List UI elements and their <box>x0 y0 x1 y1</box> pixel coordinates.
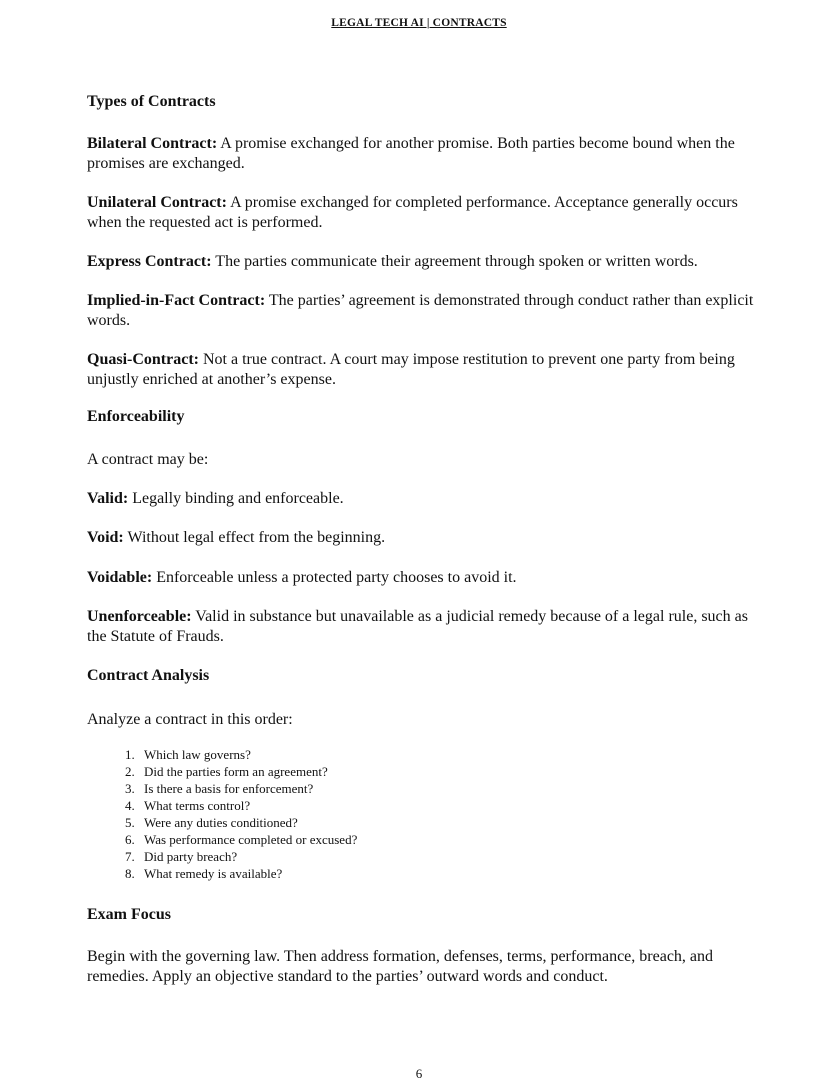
term-label: Bilateral Contract: <box>87 135 218 152</box>
list-item: 3. Is there a basis for enforcement? <box>138 780 757 797</box>
term-label: Void: <box>87 529 124 546</box>
definition-text: The parties communicate their agreement through spoken or written words. <box>211 253 698 270</box>
analysis-steps-list <box>87 746 757 882</box>
enforceability-void <box>87 528 757 548</box>
definition-unilateral <box>87 193 757 233</box>
definition-text: A promise exchanged for completed performance. Acceptance generally occurs when the requested act is performed. <box>87 194 738 231</box>
definition-text: Without legal effect from the beginning. <box>123 529 386 546</box>
term-label: Voidable: <box>87 569 153 586</box>
page-number: 6 <box>415 1066 423 1081</box>
section-heading-types: Types of Contracts <box>87 93 216 110</box>
list-item: 2. Did the parties form an agreement? <box>138 763 757 780</box>
definition-text: Not a true contract. A court may impose restitution to prevent one party from being unjustly enriched at another’s expense. <box>87 351 735 388</box>
definition-text: Enforceable unless a protected party chooses to avoid it. <box>152 569 517 586</box>
running-header: LEGAL TECH AI | CONTRACTS <box>331 17 507 29</box>
enforceability-valid <box>87 489 757 509</box>
term-label: Implied-in-Fact Contract: <box>87 292 266 309</box>
enforceability-unenforceable <box>87 607 757 647</box>
definition-bilateral <box>87 134 757 174</box>
page-body <box>87 92 757 987</box>
definition-text: The parties’ agreement is demonstrated through conduct rather than explicit words. <box>87 292 754 329</box>
definition-express <box>87 252 757 272</box>
definition-text: A promise exchanged for another promise. Both parties become bound when the promises are exchanged. <box>87 135 735 172</box>
definition-text: Valid in substance but unavailable as a judicial remedy because of a legal rule, such as the Statute of Frauds. <box>87 608 748 645</box>
analysis-intro: Analyze a contract in this order: <box>87 711 293 728</box>
exam-focus-text: Begin with the governing law. Then address formation, defenses, terms, performance, breach, and remedies. Apply an objective standard to the parties’ outward words and conduct. <box>87 948 714 985</box>
list-item: 7. Did party breach? <box>138 848 757 865</box>
definition-implied-in-fact <box>87 291 757 331</box>
term-label: Quasi-Contract: <box>87 351 199 368</box>
term-label: Valid: <box>87 490 129 507</box>
term-label: Express Contract: <box>87 253 212 270</box>
list-item: 8. What remedy is available? <box>138 865 757 882</box>
list-item: 1. Which law governs? <box>138 746 757 763</box>
definition-text: Legally binding and enforceable. <box>128 490 344 507</box>
list-item: 4. What terms control? <box>138 797 757 814</box>
term-label: Unilateral Contract: <box>87 194 227 211</box>
enforceability-voidable <box>87 568 757 588</box>
term-label: Unenforceable: <box>87 608 192 625</box>
definition-quasi-contract <box>87 350 757 390</box>
section-heading-enforceability: Enforceability <box>87 408 185 425</box>
list-item: 5. Were any duties conditioned? <box>138 814 757 831</box>
section-heading-exam-focus: Exam Focus <box>87 906 171 923</box>
enforceability-intro: A contract may be: <box>87 451 209 468</box>
list-item: 6. Was performance completed or excused? <box>138 831 757 848</box>
section-heading-contract-analysis: Contract Analysis <box>87 667 210 684</box>
